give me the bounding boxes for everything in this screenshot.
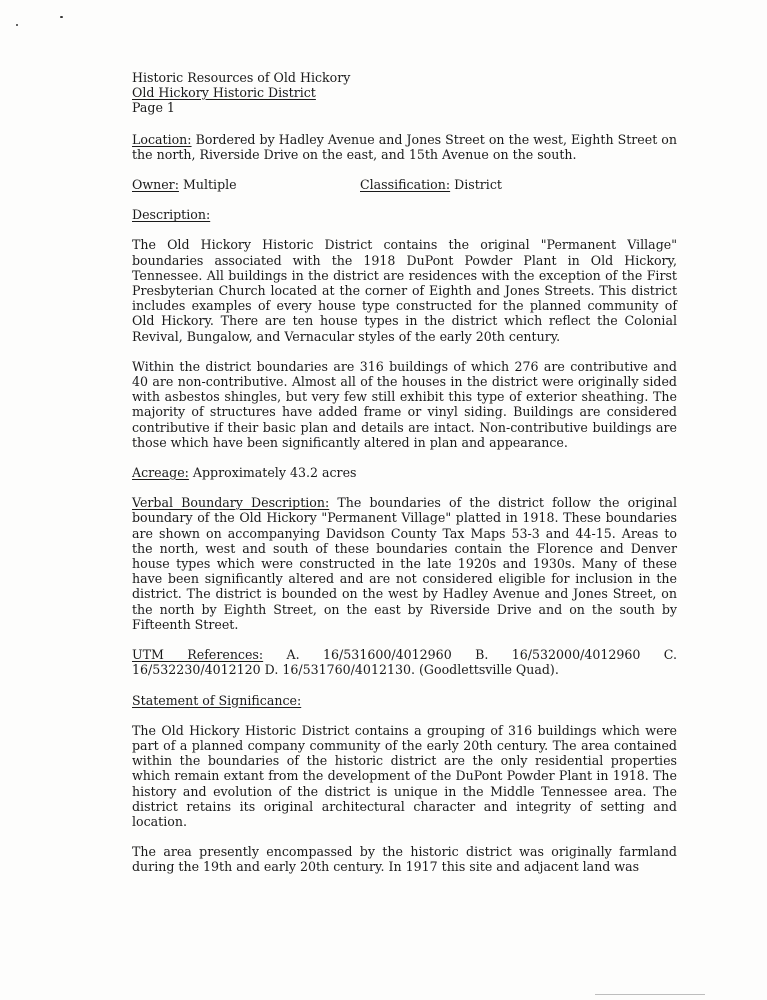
location-text: Bordered by Hadley Avenue and Jones Street on the west, Eighth Street on the north, Riverside Drive on the east, and 15th Avenue on the south. xyxy=(132,131,677,162)
description-paragraph-2: Within the district boundaries are 316 buildings of which 276 are contributive and 40 are non-contributive. Almost all of the houses in the district were originally sided with asbestos shingles, but very few still exhibit this type of exterior sheathing. The majority of structures have added frame or vinyl siding. Buildings are considered contributive if their basic plan and details are intact. Non-contributive buildings are those which have been significantly altered in plan and appearance. xyxy=(132,358,677,450)
document-body xyxy=(132,70,677,875)
boundary-text: The boundaries of the district follow the original boundary of the Old Hickory "Permanent Village" platted in 1918. These boundaries are shown on accompanying Davidson County Tax Maps 53-3 and 44-15. Areas to the north, west and south of these boundaries contain the Florence and Denver house types which were constructed in the late 1920s and 1930s. Many of these have been significantly altered and are not considered eligible for inclusion in the district. The district is bounded on the west by Hadley Avenue and Jones Street, on the north by Eighth Street, on the east by Riverside Drive and on the south by Fifteenth Street. xyxy=(132,495,677,632)
significance-heading xyxy=(132,693,677,708)
location-label: Location: xyxy=(132,131,192,147)
significance-paragraph-2: The area presently encompassed by the historic district was originally farmland during the 19th and early 20th century. In 1917 this site and adjacent land was xyxy=(132,844,677,875)
header-page-number: Page 1 xyxy=(132,100,175,116)
description-paragraph-1: The Old Hickory Historic District contains the original "Permanent Village" boundaries associated with the 1918 DuPont Powder Plant in Old Hickory, Tennessee. All buildings in the district are residences with the exception of the First Presbyterian Church located at the corner of Eighth and Jones Streets. This district includes examples of every house type constructed for the planned community of Old Hickory. There are ten house types in the district which reflect the Colonial Revival, Bungalow, and Vernacular styles of the early 20th century. xyxy=(132,237,677,344)
owner-classification-row xyxy=(132,177,677,192)
description-heading xyxy=(132,207,677,222)
owner-value: Multiple xyxy=(178,177,237,193)
significance-paragraph-1: The Old Hickory Historic District contains a grouping of 316 buildings which were part of a planned company community of the early 20th century. The area contained within the boundaries of the historic district are the only residential properties which remain extant from the development of the DuPont Powder Plant in 1918. The history and evolution of the district is unique in the Middle Tennessee area. The district retains its original architectural character and integrity of setting and location. xyxy=(132,722,677,829)
utm-label: UTM References: xyxy=(132,647,264,663)
owner-label: Owner: xyxy=(132,177,179,193)
significance-heading-text: Statement of Significance: xyxy=(132,692,302,708)
boundary-label: Verbal Boundary Description: xyxy=(132,495,330,511)
location-section xyxy=(132,132,677,162)
boundary-section xyxy=(132,495,677,632)
header-title: Historic Resources of Old Hickory xyxy=(132,70,351,85)
acreage-section xyxy=(132,465,677,480)
header-district: Old Hickory Historic District xyxy=(132,85,316,101)
owner-field xyxy=(132,177,360,192)
acreage-value: Approximately 43.2 acres xyxy=(188,465,357,481)
acreage-label: Acreage: xyxy=(132,465,189,481)
scan-speck xyxy=(16,24,18,26)
scan-edge-line xyxy=(595,994,705,995)
utm-text: A. 16/531600/4012960 B. 16/532000/4012960 C. 16/532230/4012120 D. 16/531760/4012130. (Goodlettsville Quad). xyxy=(132,647,677,678)
scan-speck xyxy=(60,16,63,18)
classification-value: District xyxy=(450,177,502,193)
classification-label: Classification: xyxy=(360,177,451,193)
description-heading-text: Description: xyxy=(132,207,211,223)
classification-field xyxy=(360,177,502,192)
utm-section xyxy=(132,647,677,677)
